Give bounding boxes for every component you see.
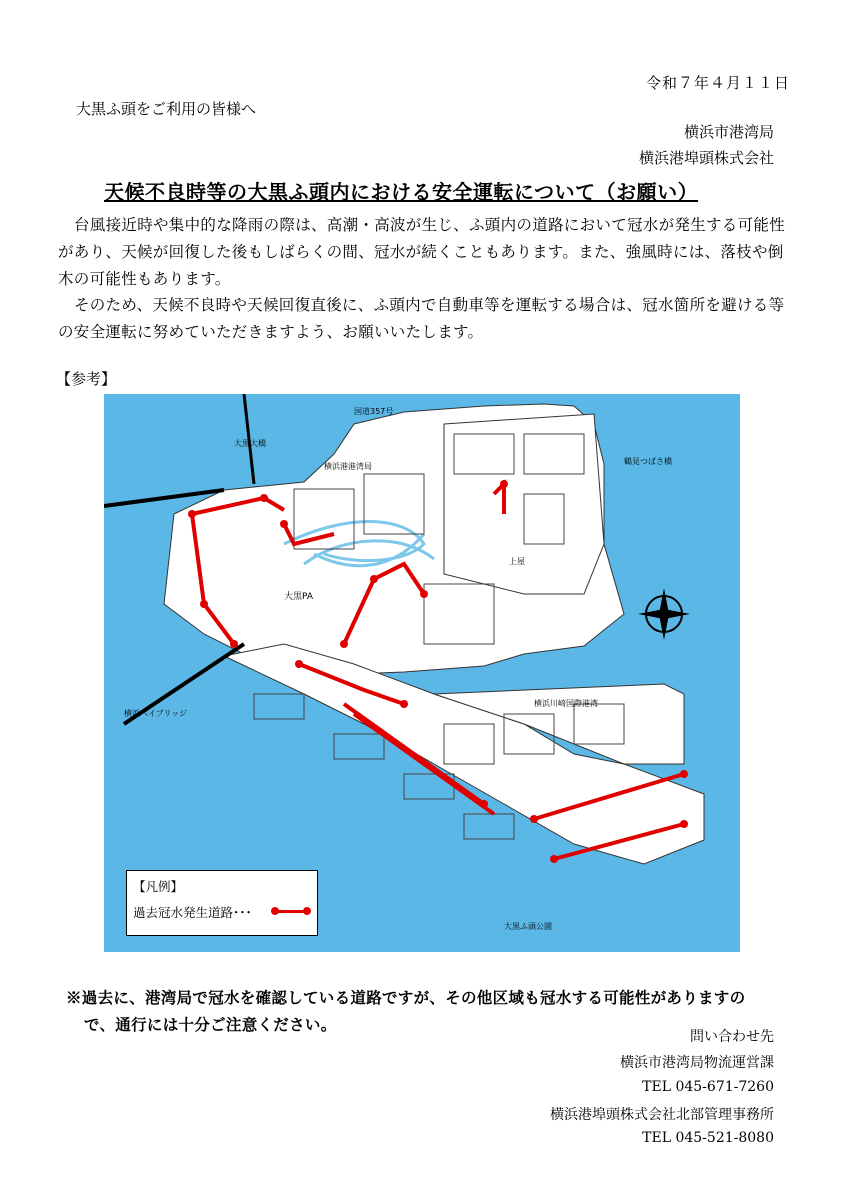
flood-point: [550, 855, 558, 863]
caution-note: [66, 984, 796, 1038]
compass-icon: [638, 588, 690, 640]
contact-tel-1: TEL 045-671-7260: [642, 1079, 774, 1095]
flood-point: [480, 800, 488, 808]
label-route357: 国道357号: [354, 407, 394, 416]
flood-point: [680, 770, 688, 778]
building-block: [254, 694, 304, 719]
flood-point: [400, 700, 408, 708]
contact-org-1: 横浜市港湾局物流運営課: [620, 1055, 774, 1071]
flood-point: [500, 480, 508, 488]
flood-point: [680, 820, 688, 828]
flood-point: [200, 600, 208, 608]
legend-dot-icon: [303, 907, 311, 915]
daikoku-pier-map: [104, 394, 740, 952]
reference-label: 【参考】: [56, 370, 117, 388]
map-graphic: [104, 394, 740, 952]
legend-dot-icon: [271, 907, 279, 915]
sender-port-company: 横浜港埠頭株式会社: [638, 149, 774, 167]
document-date: 令和７年４月１１日: [645, 74, 790, 92]
legend-title: 【凡例】: [133, 879, 184, 894]
label-bay-bridge: 横浜ベイブリッジ: [124, 709, 188, 718]
sender-city-port-bureau: 横浜市港湾局: [683, 123, 774, 141]
body-paragraph-1: 台風接近時や集中的な降雨の際は、高潮・高波が生じ、ふ頭内の道路において冠水が発生する可能性があり、天候が回復した後もしばらくの間、冠水が続くこともあります。また、強風時には、落枝や倒木の可能性もあります。: [58, 216, 786, 288]
addressee: 大黒ふ頭をご利用の皆様へ: [76, 100, 257, 118]
map-legend: [126, 870, 318, 936]
label-daikoku-pa: 大黒PA: [284, 592, 314, 602]
flood-point: [530, 815, 538, 823]
contact-org-2: 横浜港埠頭株式会社北部管理事務所: [550, 1107, 774, 1123]
flood-point: [280, 520, 288, 528]
label-shipping: 横浜川崎国際港湾: [534, 699, 598, 708]
flood-point: [420, 590, 428, 598]
label-port-building: 横浜港港湾局: [324, 462, 372, 471]
label-tsurumi-tsubasa: 鶴見つばさ橋: [624, 457, 672, 466]
label-daikoku-bridge: 大黒大橋: [234, 439, 266, 448]
body-paragraph-2: そのため、天候不良時や天候回復直後に、ふ頭内で自動車等を運転する場合は、冠水箇所を避ける等の安全運転に努めていただきますよう、お願いいたします。: [58, 296, 785, 341]
flood-point: [295, 660, 303, 668]
flood-point: [370, 575, 378, 583]
caution-note-line-1: ※過去に、港湾局で冠水を確認している道路ですが、その他区域も冠水する可能性がありますの: [66, 988, 746, 1007]
flood-point: [340, 640, 348, 648]
flood-point: [188, 510, 196, 518]
flood-point: [230, 640, 238, 648]
caution-note-line-2: で、通行には十分ご注意ください。: [84, 1015, 337, 1034]
building-block: [464, 814, 514, 839]
contact-tel-2: TEL 045-521-8080: [642, 1130, 774, 1146]
label-shed: 上屋: [509, 557, 525, 566]
contact-heading: 問い合わせ先: [690, 1029, 774, 1045]
document-title: 天候不良時等の大黒ふ頭内における安全運転について（お願い）: [104, 180, 699, 204]
label-park: 大黒ふ頭公園: [504, 922, 552, 931]
building-block: [334, 734, 384, 759]
flood-point: [260, 494, 268, 502]
legend-flood-road-label: 過去冠水発生道路･･･: [133, 905, 252, 920]
